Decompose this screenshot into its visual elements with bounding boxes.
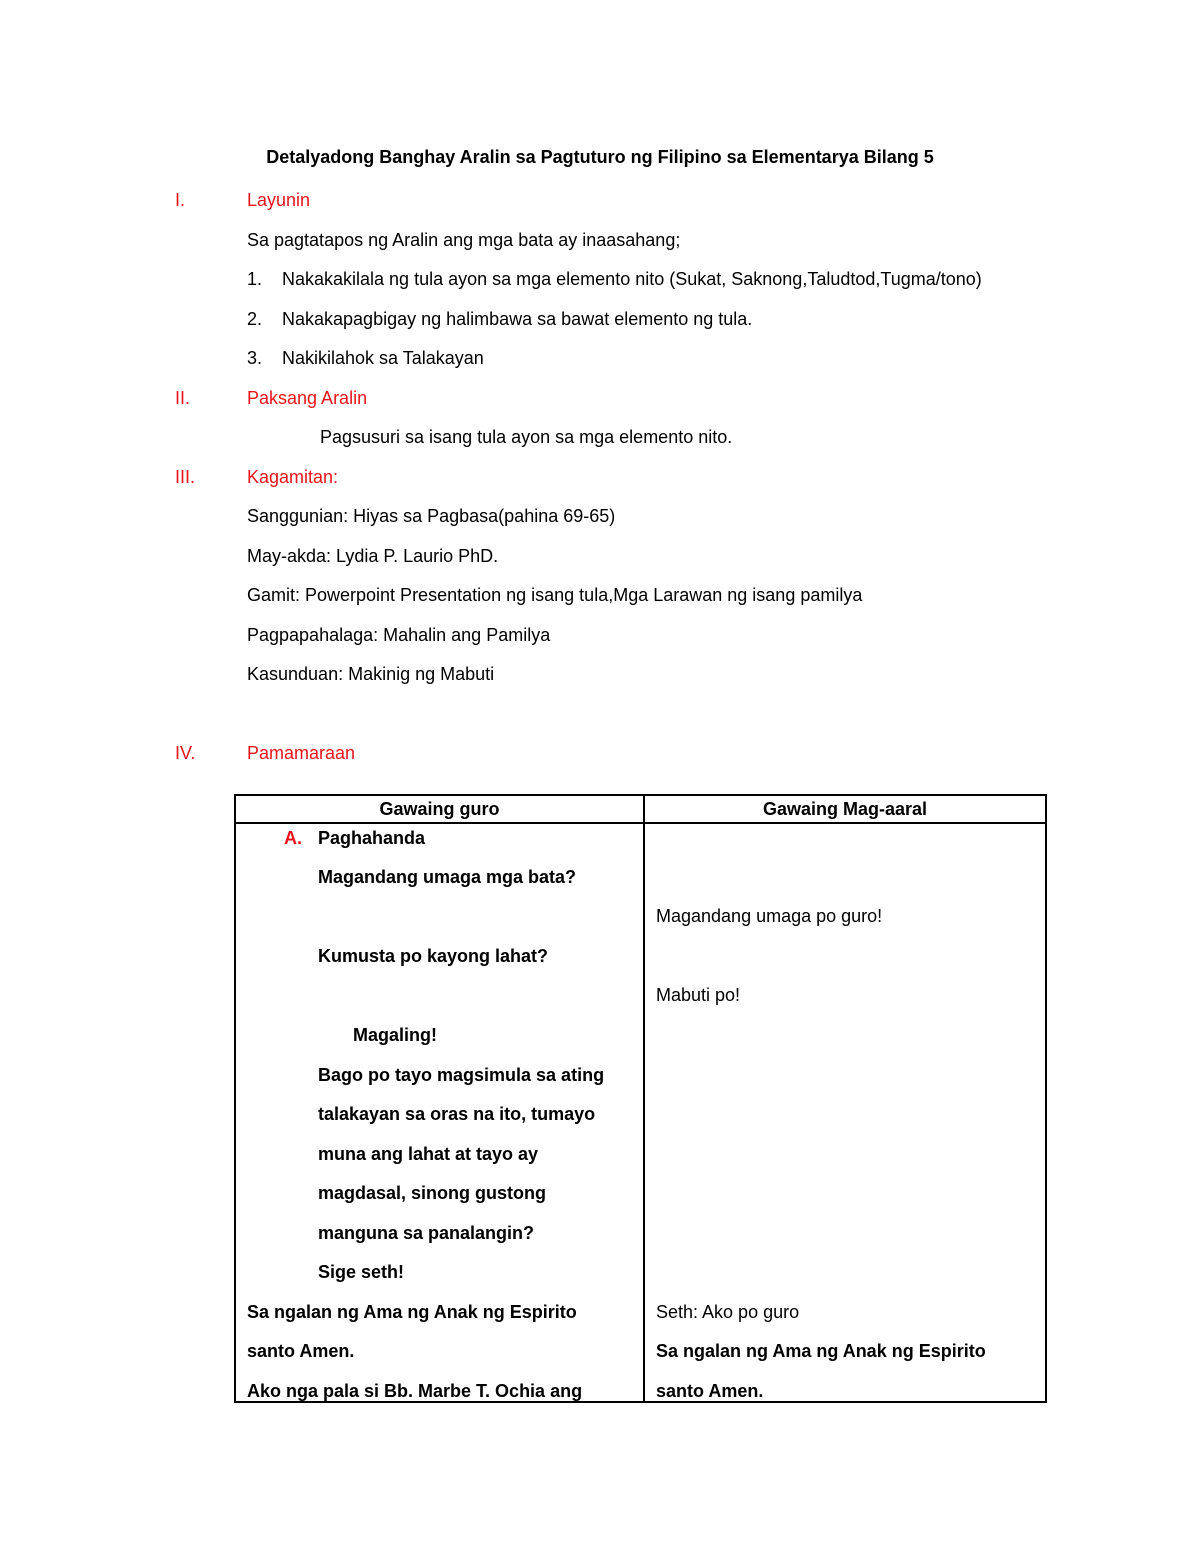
layunin-item-2-number: 2.: [247, 309, 263, 329]
table-header-guro: Gawaing guro: [379, 799, 500, 819]
magaaral-line: Sa ngalan ng Ama ng Anak ng Espirito: [656, 1341, 986, 1361]
kagamitan-pagpapahalaga: Pagpapahalaga: Mahalin ang Pamilya: [247, 625, 551, 645]
section-iv-heading: Pamamaraan: [247, 743, 356, 763]
layunin-item-3-number: 3.: [247, 348, 263, 368]
section-ii-number: II.: [175, 388, 191, 408]
step-a-label: A.: [284, 828, 302, 848]
layunin-item-1-number: 1.: [247, 269, 263, 289]
magaaral-line: Magandang umaga po guro!: [656, 906, 883, 926]
guro-line: magdasal, sinong gustong: [318, 1183, 547, 1203]
pamamaraan-table: [234, 794, 1047, 1403]
paksa-text: Pagsusuri sa isang tula ayon sa mga elemento nito.: [320, 427, 733, 447]
section-i-number: I.: [175, 190, 186, 210]
kagamitan-kasunduan: Kasunduan: Makinig ng Mabuti: [247, 664, 495, 684]
guro-line: Sa ngalan ng Ama ng Anak ng Espirito: [247, 1302, 577, 1322]
document-title: Detalyadong Banghay Aralin sa Pagtuturo ng Filipino sa Elementarya Bilang 5: [266, 147, 934, 167]
guro-line: Bago po tayo magsimula sa ating: [318, 1065, 605, 1085]
kagamitan-may-akda: May-akda: Lydia P. Laurio PhD.: [247, 546, 499, 566]
magaaral-line: Mabuti po!: [656, 985, 741, 1005]
guro-line: Magaling!: [353, 1025, 437, 1045]
guro-line: talakayan sa oras na ito, tumayo: [318, 1104, 596, 1124]
section-i-heading: Layunin: [247, 190, 311, 210]
section-iii-number: III.: [175, 467, 196, 487]
layunin-intro: Sa pagtatapos ng Aralin ang mga bata ay inaasahang;: [247, 230, 681, 250]
step-a-title: Paghahanda: [318, 828, 426, 848]
guro-line: Ako nga pala si Bb. Marbe T. Ochia ang: [247, 1381, 583, 1401]
section-iii-heading: Kagamitan:: [247, 467, 339, 487]
guro-line: Magandang umaga mga bata?: [318, 867, 577, 887]
guro-line: muna ang lahat at tayo ay: [318, 1144, 539, 1164]
layunin-item-2-text: Nakakapagbigay ng halimbawa sa bawat elemento ng tula.: [282, 309, 753, 329]
table-column-divider: [643, 796, 645, 1401]
kagamitan-sanggunian: Sanggunian: Hiyas sa Pagbasa(pahina 69-65): [247, 506, 616, 526]
guro-line: Kumusta po kayong lahat?: [318, 946, 549, 966]
guro-line: manguna sa panalangin?: [318, 1223, 535, 1243]
kagamitan-gamit: Gamit: Powerpoint Presentation ng isang tula,Mga Larawan ng isang pamilya: [247, 585, 863, 605]
guro-line: santo Amen.: [247, 1341, 355, 1361]
table-header-magaaral: Gawaing Mag-aaral: [762, 799, 928, 819]
layunin-item-1-text: Nakakakilala ng tula ayon sa mga elemento nito (Sukat, Saknong,Taludtod,Tugma/tono): [282, 269, 982, 289]
layunin-item-3-text: Nakikilahok sa Talakayan: [282, 348, 484, 368]
guro-line: Sige seth!: [318, 1262, 405, 1282]
magaaral-line: Seth: Ako po guro: [656, 1302, 800, 1322]
section-iv-number: IV.: [175, 743, 196, 763]
table-header-divider: [236, 822, 1045, 824]
section-ii-heading: Paksang Aralin: [247, 388, 368, 408]
magaaral-line: santo Amen.: [656, 1381, 764, 1401]
